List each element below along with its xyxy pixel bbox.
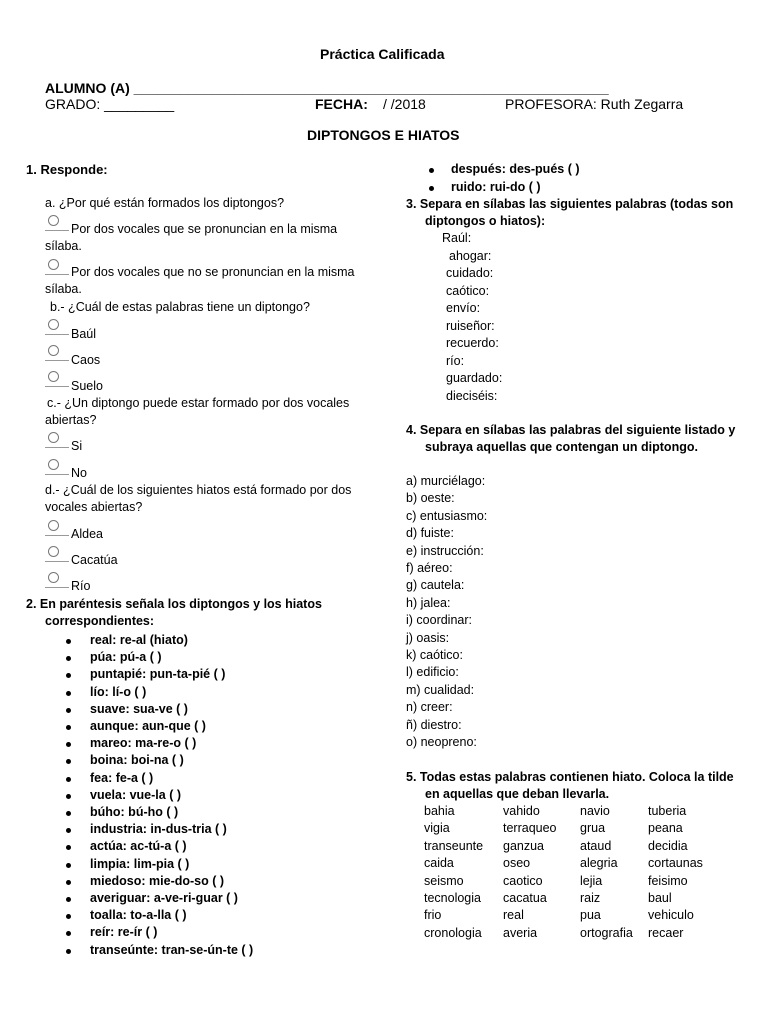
bullet-icon (66, 811, 71, 816)
q5-word: cortaunas (648, 856, 703, 871)
q2-item-continued: ruido: rui-do ( ) (451, 179, 541, 194)
q1d-option1-label: Aldea (71, 527, 103, 541)
q4-word: ñ) diestro: (406, 717, 462, 732)
q5-word: ataud (580, 838, 612, 853)
q1a-option2-radio[interactable] (45, 258, 69, 275)
q5-word: alegria (580, 856, 618, 871)
q1a-option1-label: Por dos vocales que se pronuncian en la misma (71, 222, 338, 236)
q1-title: 1. Responde: (26, 162, 108, 177)
q4-word: j) oasis: (406, 630, 450, 645)
q1c-question: c.- ¿Un diptongo puede estar formado por dos vocales (47, 396, 350, 410)
q1b-option2-radio[interactable] (45, 344, 69, 361)
radio-icon (48, 259, 59, 270)
radio-icon (48, 459, 59, 470)
grade-line: GRADO: _________ (45, 96, 175, 112)
q1d-option1-radio[interactable] (45, 519, 69, 536)
q4-word: i) coordinar: (406, 613, 472, 628)
bullet-icon (66, 863, 71, 868)
bullet-icon (66, 708, 71, 713)
q2-item: lío: lí-o ( ) (90, 684, 147, 699)
q5-word: ortografia (580, 925, 633, 940)
bullet-icon (66, 880, 71, 885)
q4-word: g) cautela: (406, 578, 465, 593)
q3-word: Raúl: (442, 231, 472, 245)
radio-icon (48, 572, 59, 583)
q5-word: cacatua (503, 891, 547, 905)
radio-icon (48, 546, 59, 557)
q5-word: recaer (648, 925, 684, 940)
q5-word: lejia (580, 873, 603, 888)
q1d-question-cont: vocales abiertas? (45, 500, 143, 514)
q1a-question: a. ¿Por qué están formados los diptongos? (45, 196, 285, 210)
radio-icon (48, 520, 59, 531)
q5-word: ganzua (503, 838, 545, 853)
q2-item: actúa: ac-tú-a ( ) (90, 839, 187, 854)
radio-icon (48, 432, 59, 443)
q1c-option2-radio[interactable] (45, 458, 69, 475)
bullet-icon (66, 725, 71, 730)
bullet-icon (66, 794, 71, 799)
q5-word: transeunte (424, 838, 484, 853)
q5-title-cont: en aquellas que deban llevarla. (425, 787, 610, 801)
q1d-question: d.- ¿Cuál de los siguientes hiatos está formado por dos (45, 483, 352, 497)
q5-word: peana (648, 821, 683, 836)
q1d-option2-label: Cacatúa (71, 553, 118, 567)
section-title: DIPTONGOS E HIATOS (307, 127, 460, 143)
q1a-option1-radio[interactable] (45, 214, 69, 231)
q1b-option2-label: Caos (71, 353, 101, 367)
q4-word: o) neopreno: (406, 735, 477, 749)
q5-word: averia (503, 925, 538, 940)
q5-word: vehiculo (648, 908, 694, 923)
bullet-icon (66, 777, 71, 782)
q2-item: real: re-al (hiato) (90, 633, 188, 647)
q2-item: miedoso: mie-do-so ( ) (90, 873, 225, 888)
q1c-question-cont: abiertas? (45, 413, 97, 427)
q2-item: aunque: aun-que ( ) (90, 719, 206, 733)
student-name-line: ALUMNO (A) _____________________________________________________________ (45, 80, 609, 96)
q4-word: c) entusiasmo: (406, 508, 488, 523)
q3-word: envío: (446, 301, 481, 315)
q5-word: decidia (648, 838, 688, 853)
radio-icon (48, 319, 59, 330)
q2-item: averiguar: a-ve-ri-guar ( ) (90, 891, 238, 905)
q4-word: l) edificio: (406, 665, 459, 680)
q4-word: f) aéreo: (406, 561, 453, 575)
worksheet-title: Práctica Calificada (320, 46, 445, 62)
q5-word: caida (424, 856, 454, 871)
q1d-option2-radio[interactable] (45, 545, 69, 562)
q4-title-cont: subraya aquellas que contengan un diptongo. (425, 440, 698, 454)
q1c-option2-label: No (71, 466, 87, 480)
date-label: FECHA: (315, 96, 368, 112)
q5-word: cronologia (424, 925, 482, 940)
q5-word: navio (580, 804, 610, 818)
q3-word: dieciséis: (446, 388, 498, 403)
bullet-icon (66, 656, 71, 661)
bullet-icon (66, 691, 71, 696)
q5-word: tuberia (648, 804, 687, 818)
bullet-icon (66, 931, 71, 936)
bullet-icon (66, 914, 71, 919)
q2-item: limpia: lim-pia ( ) (90, 856, 190, 871)
q3-title: 3. Separa en sílabas las siguientes palabras (todas son (406, 197, 734, 211)
q2-item: fea: fe-a ( ) (90, 770, 154, 785)
q5-word: baul (648, 891, 672, 905)
q2-item: puntapié: pun-ta-pié ( ) (90, 667, 226, 682)
q2-item: industria: in-dus-tria ( ) (90, 822, 227, 837)
q3-title-cont: diptongos o hiatos): (425, 214, 546, 228)
q5-word: vigia (424, 821, 450, 836)
q5-word: grua (580, 821, 606, 836)
bullet-icon (66, 673, 71, 678)
bullet-icon (66, 759, 71, 764)
q5-word: raiz (580, 891, 601, 905)
teacher-name: PROFESORA: Ruth Zegarra (505, 96, 684, 112)
q5-word: real (503, 908, 524, 923)
q1b-option3-label: Suelo (71, 379, 103, 393)
q4-word: e) instrucción: (406, 543, 484, 558)
bullet-icon (66, 897, 71, 902)
q2-item: boina: boi-na ( ) (90, 753, 184, 768)
q2-item: transeúnte: tran-se-ún-te ( ) (90, 942, 254, 957)
q2-item: mareo: ma-re-o ( ) (90, 736, 197, 751)
q3-word: recuerdo: (446, 336, 499, 350)
q4-word: k) caótico: (406, 648, 463, 662)
q5-word: frio (424, 908, 442, 923)
radio-icon (48, 345, 59, 356)
q1a-option2-label-cont: sílaba. (45, 282, 82, 296)
q1c-option1-radio[interactable] (45, 431, 69, 448)
q4-title: 4. Separa en sílabas las palabras del siguiente listado y (406, 423, 736, 437)
q2-item: púa: pú-a ( ) (90, 650, 162, 665)
bullet-icon (66, 639, 71, 644)
q4-word: n) creer: (406, 700, 453, 715)
q1d-option3-radio[interactable] (45, 571, 69, 588)
q1b-question: b.- ¿Cuál de estas palabras tiene un diptongo? (50, 300, 310, 314)
q3-word: cuidado: (446, 266, 494, 280)
q5-word: caotico (503, 873, 543, 888)
q5-word: tecnologia (424, 891, 481, 905)
q2-item: toalla: to-a-lla ( ) (90, 908, 187, 923)
q2-item-continued: después: des-pués ( ) (451, 162, 580, 176)
q1c-option1-label: Si (71, 439, 83, 453)
bullet-icon (429, 186, 434, 191)
radio-icon (48, 215, 59, 226)
q1b-option1-label: Baúl (71, 327, 97, 341)
q1a-option1-label-cont: sílaba. (45, 239, 82, 253)
q1b-option3-radio[interactable] (45, 370, 69, 387)
q5-word: vahido (503, 804, 540, 818)
radio-icon (48, 371, 59, 382)
q5-word: feisimo (648, 873, 688, 888)
q4-word: m) cualidad: (406, 682, 475, 697)
q3-word: ruiseñor: (446, 318, 495, 333)
bullet-icon (66, 845, 71, 850)
q4-word: d) fuiste: (406, 526, 454, 541)
q2-title: 2. En paréntesis señala los diptongos y los hiatos (26, 597, 322, 611)
bullet-icon (66, 742, 71, 747)
q2-item: reír: re-ír ( ) (90, 925, 158, 940)
q3-word: guardado: (446, 371, 503, 385)
q5-word: seismo (424, 873, 464, 888)
q5-word: terraqueo (503, 821, 557, 836)
q2-title-cont: correspondientes: (45, 614, 155, 628)
q2-item: búho: bú-ho ( ) (90, 805, 179, 819)
q3-word: caótico: (446, 283, 490, 298)
q1a-option2-label: Por dos vocales que no se pronuncian en la misma (71, 265, 355, 279)
q4-word: b) oeste: (406, 491, 455, 506)
bullet-icon (66, 949, 71, 954)
bullet-icon (429, 168, 434, 173)
q5-word: oseo (503, 856, 531, 871)
q5-word: bahia (424, 804, 455, 818)
q4-word: a) murciélago: (406, 474, 486, 488)
q5-title: 5. Todas estas palabras contienen hiato. Coloca la tilde (406, 770, 734, 784)
q3-word: río: (446, 353, 465, 368)
q5-word: pua (580, 908, 601, 923)
q1b-option1-radio[interactable] (45, 318, 69, 335)
q3-word: ahogar: (449, 248, 492, 263)
q1d-option3-label: Río (71, 579, 91, 593)
bullet-icon (66, 828, 71, 833)
date-value: / /2018 (383, 96, 426, 112)
q2-item: suave: sua-ve ( ) (90, 701, 188, 716)
q2-item: vuela: vue-la ( ) (90, 787, 181, 802)
q4-word: h) jalea: (406, 595, 451, 610)
